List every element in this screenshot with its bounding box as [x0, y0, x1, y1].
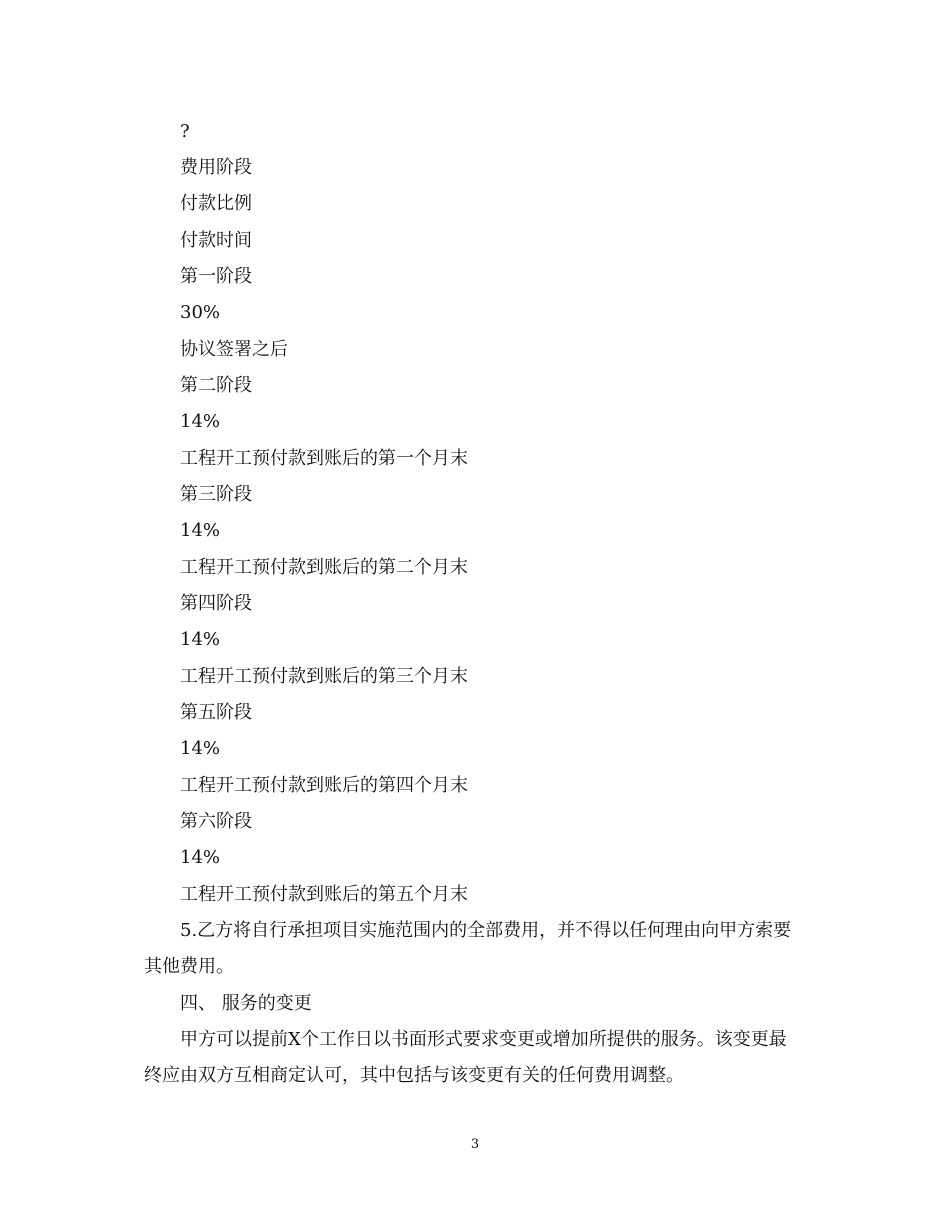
line-stage-6: 第六阶段 — [180, 811, 252, 832]
line-stage-6-ratio: 14% — [180, 847, 221, 868]
line-stage-5-time: 工程开工预付款到账后的第四个月末 — [180, 775, 468, 796]
line-stage-3: 第三阶段 — [180, 484, 252, 505]
line-payment-time-header: 付款时间 — [180, 230, 252, 251]
line-stage-1-time: 协议签署之后 — [180, 339, 288, 360]
clause-5-paragraph: 5.乙方将自行承担项目实施范围内的全部费用，并不得以任何理由向甲方索要其他费用。 — [144, 920, 792, 977]
page-number: 3 — [470, 1137, 480, 1152]
line-stage-4-ratio: 14% — [180, 629, 221, 650]
line-stage-5: 第五阶段 — [180, 702, 252, 723]
section-4-heading: 四、 服务的变更 — [180, 993, 312, 1014]
line-payment-ratio-header: 付款比例 — [180, 193, 252, 214]
line-fee-stage-header: 费用阶段 — [180, 157, 252, 178]
line-stage-1-ratio: 30% — [180, 302, 221, 323]
section-4-body: 甲方可以提前X个工作日以书面形式要求变更或增加所提供的服务。该变更最终应由双方互相商定认可，其中包括与该变更有关的任何费用调整。 — [144, 1029, 787, 1086]
line-stage-5-ratio: 14% — [180, 738, 221, 759]
line-stage-4-time: 工程开工预付款到账后的第三个月末 — [180, 666, 468, 687]
line-stage-1: 第一阶段 — [180, 266, 252, 287]
line-stage-2-ratio: 14% — [180, 411, 221, 432]
line-stage-2-time: 工程开工预付款到账后的第一个月末 — [180, 448, 468, 469]
line-stage-4: 第四阶段 — [180, 593, 252, 614]
line-stage-3-time: 工程开工预付款到账后的第二个月末 — [180, 557, 468, 578]
line-stage-3-ratio: 14% — [180, 520, 221, 541]
line-question-mark: ? — [180, 121, 190, 142]
line-stage-2: 第二阶段 — [180, 375, 252, 396]
line-stage-6-time: 工程开工预付款到账后的第五个月末 — [180, 884, 468, 905]
